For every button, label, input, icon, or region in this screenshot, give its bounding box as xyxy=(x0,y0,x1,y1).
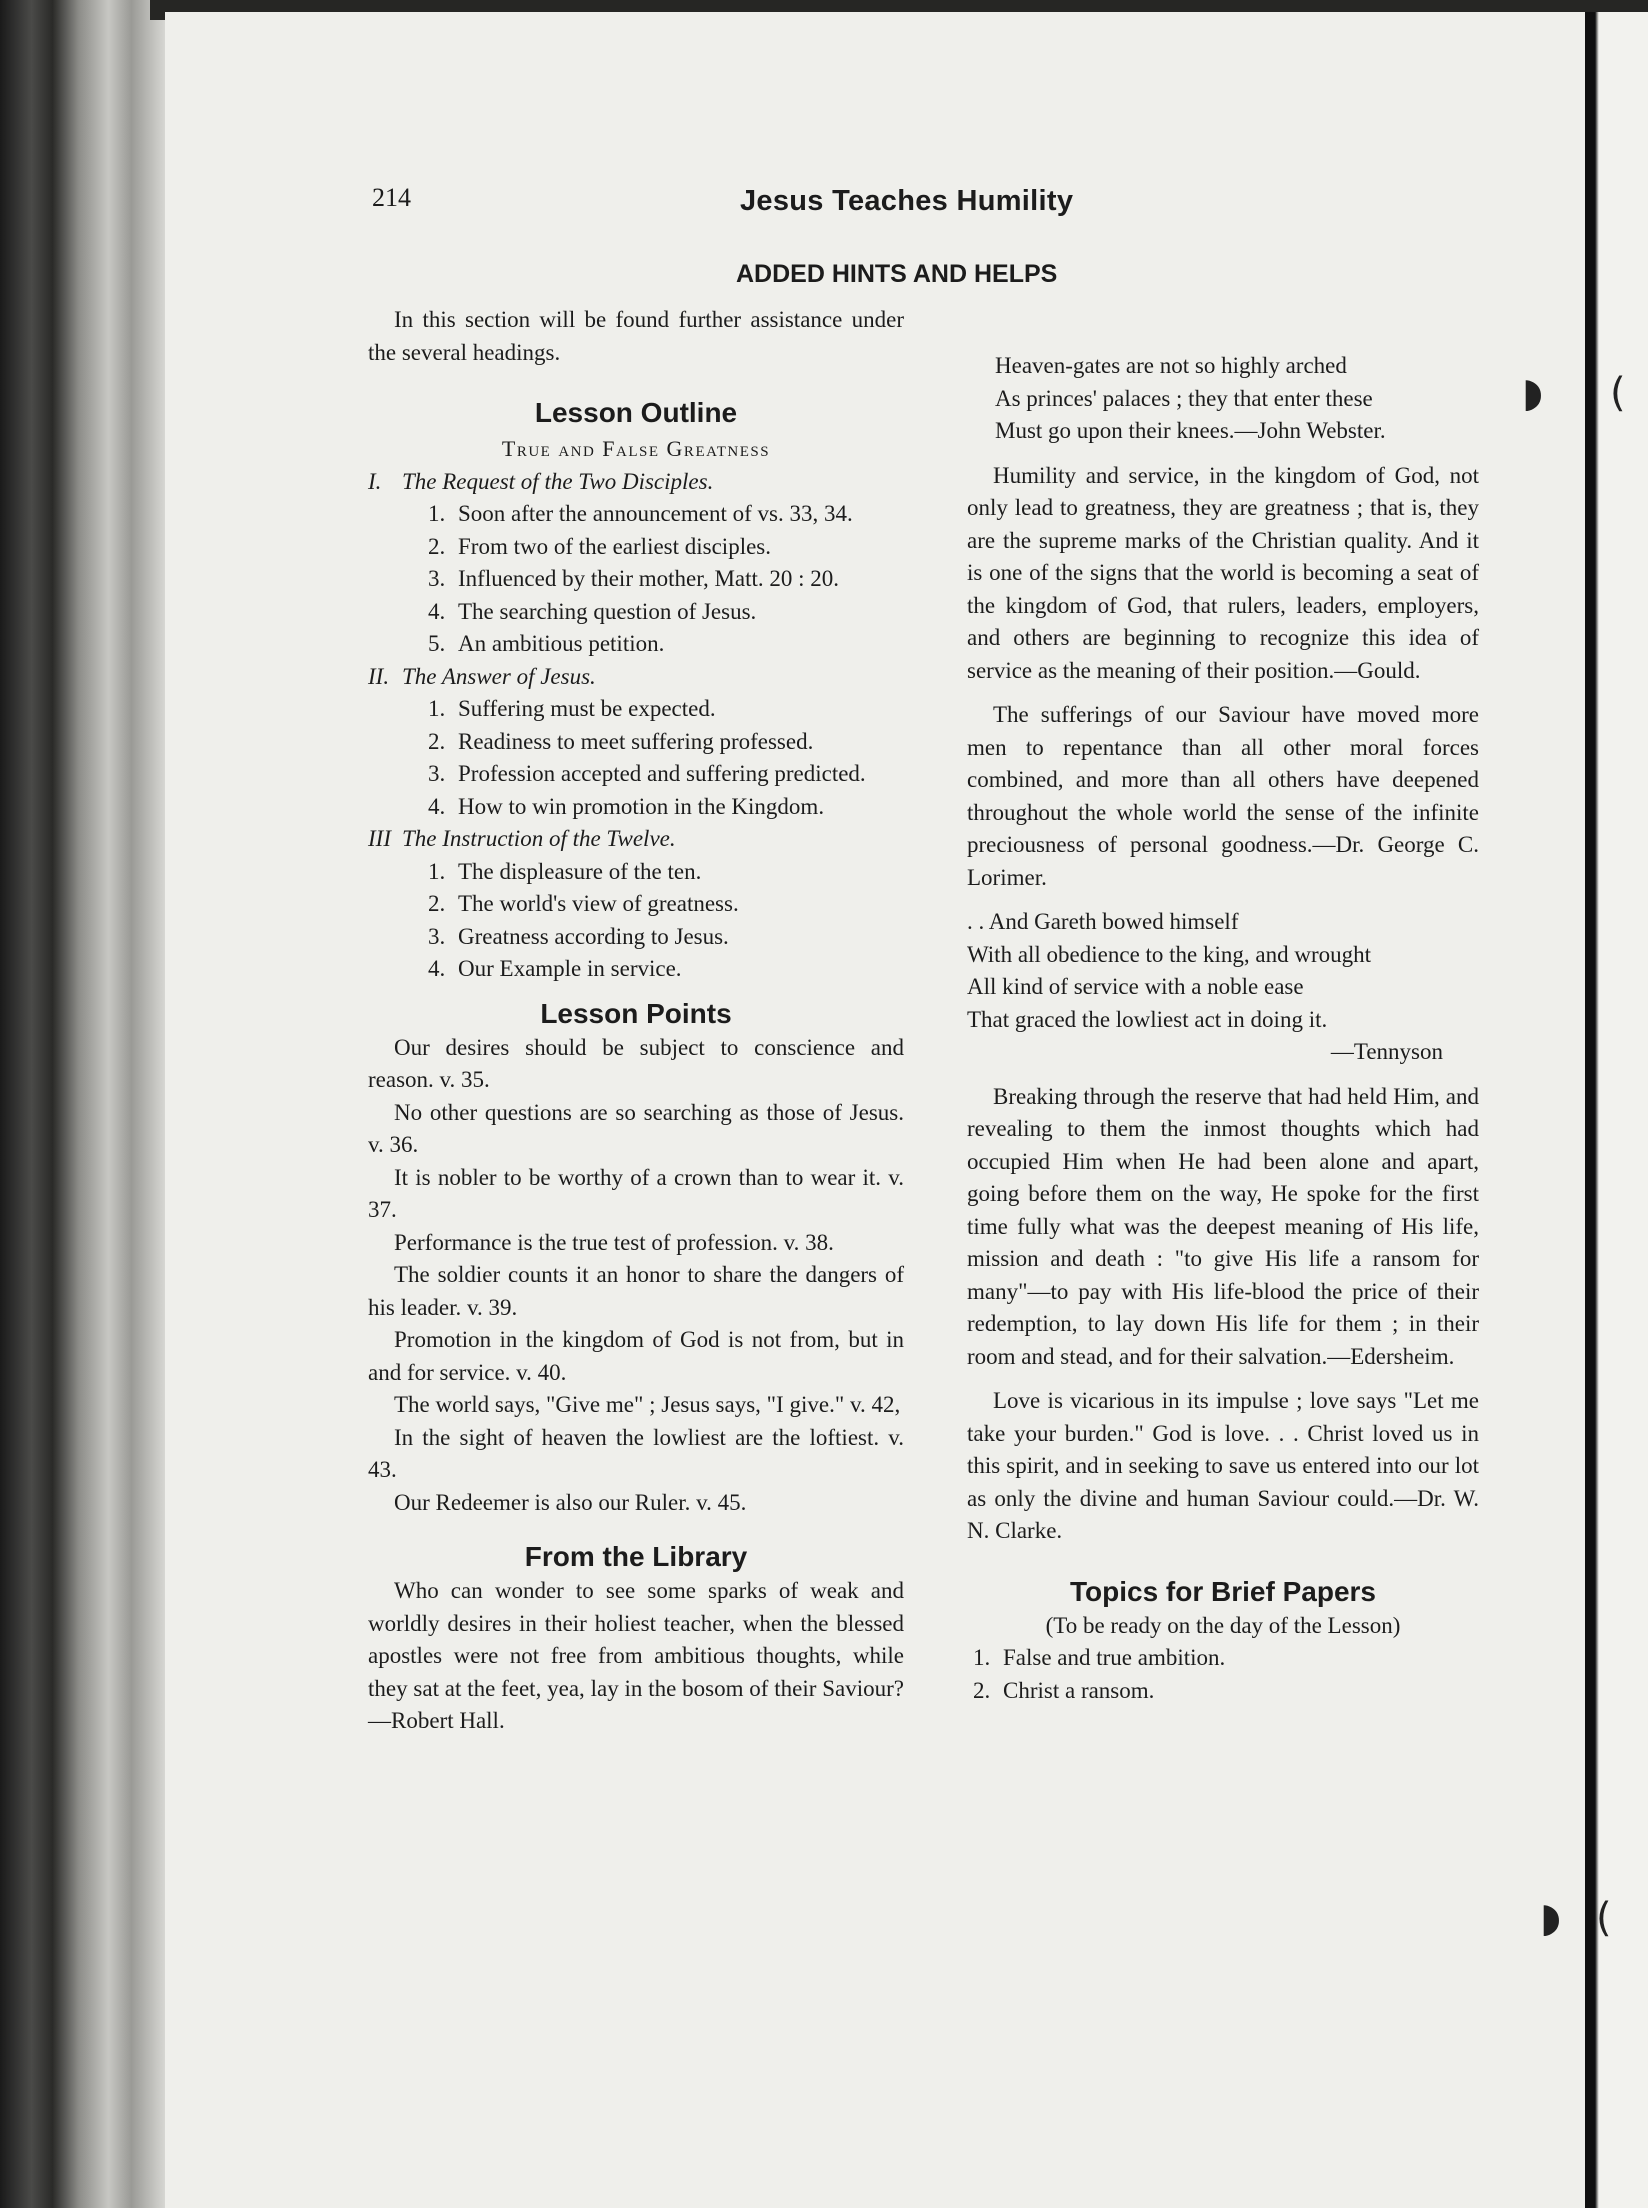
list-item: 2. Readiness to meet suffering professed. xyxy=(428,728,814,754)
list-item: 3. Greatness according to Jesus. xyxy=(428,923,729,949)
from-the-library-heading: From the Library xyxy=(524,1541,748,1572)
running-head: Jesus Teaches Humility xyxy=(740,185,1074,217)
left-column xyxy=(368,304,904,1738)
verse-line: That graced the lowliest act in doing it. xyxy=(967,1006,1328,1032)
outline-section-heading: III The Instruction of the Twelve. xyxy=(368,826,676,851)
topics-heading: Topics for Brief Papers xyxy=(1069,1575,1376,1607)
verse-line: Must go upon their knees.—John Webster. xyxy=(995,418,1386,443)
lesson-point: Our Redeemer is also our Ruler. v. 45. xyxy=(394,1489,747,1515)
outline-subheading: True and False Greatness xyxy=(501,436,771,461)
quote-webster xyxy=(967,350,1479,448)
lesson-point: In the sight of heaven the lowliest are the loftiest. v. 43. xyxy=(368,1424,904,1482)
outline-section-heading: I. The Request of the Two Disciples. xyxy=(368,468,714,494)
quote-tennyson xyxy=(967,906,1479,1069)
verse-line: As princes' palaces ; they that enter these xyxy=(995,385,1373,411)
list-item: 2. Christ a ransom. xyxy=(973,1677,1155,1703)
lesson-point: No other questions are so searching as those of Jesus. v. 36. xyxy=(368,1099,904,1157)
list-item: 1. False and true ambition. xyxy=(973,1645,1226,1670)
list-item: 4. How to win promotion in the Kingdom. xyxy=(428,793,825,819)
verse-line: With all obedience to the king, and wrought xyxy=(967,941,1372,967)
book-binding-edge xyxy=(0,0,175,2208)
list-item: 1. The displeasure of the ten. xyxy=(428,858,702,884)
intro-paragraph: In this section will be found further assistance under the several headings. xyxy=(368,307,904,365)
lesson-points-heading: Lesson Points xyxy=(540,997,732,1029)
right-column xyxy=(967,338,1479,1707)
lesson-point: The soldier counts it an honor to share the dangers of his leader. v. 39. xyxy=(368,1262,904,1320)
outline-list xyxy=(368,498,904,661)
lesson-point: Performance is the true test of profession. v. 38. xyxy=(394,1229,834,1255)
outline-list xyxy=(368,856,904,986)
binding-ring-icon: ( xyxy=(1610,370,1626,416)
topics-note: (To be ready on the day of the Lesson) xyxy=(1045,1612,1401,1638)
verse-line: Heaven-gates are not so highly arched xyxy=(995,353,1347,378)
library-quote-lorimer: The sufferings of our Saviour have moved more men to repentance than all other moral forces combined, and more than all others have deepened throughout the whole world the sense of the infinite preciousness of personal goodness.—Dr. George C. Lorimer. xyxy=(967,702,1479,890)
list-item: 3. Influenced by their mother, Matt. 20 : 20. xyxy=(428,566,840,591)
list-item: 5. An ambitious petition. xyxy=(428,631,665,656)
page-number: 214 xyxy=(372,183,411,212)
list-item: 1. Suffering must be expected. xyxy=(428,696,716,721)
verse-line: All kind of service with a noble ease xyxy=(967,974,1304,999)
binding-ring-icon: ◗ xyxy=(1522,370,1544,416)
library-quote-hall: Who can wonder to see some sparks of weak and worldly desires in their holiest teacher, when the blessed apostles were not free from ambitious thoughts, while they sat at the feet, yea, lay in the bosom of their Saviour?—Robert Hall. xyxy=(368,1578,904,1733)
section-title: ADDED HINTS AND HELPS xyxy=(736,260,1058,288)
lesson-outline-heading: Lesson Outline xyxy=(534,397,738,428)
list-item: 2. The world's view of greatness. xyxy=(428,891,739,916)
lesson-point: It is nobler to be worthy of a crown than to wear it. v. 37. xyxy=(368,1164,904,1222)
library-quote-clarke: Love is vicarious in its impulse ; love says "Let me take your burden." God is love. . . Christ loved us in this spirit, and in seeking to save us entered into our lot as only the divine and human Saviour could.—Dr. W. N. Clarke. xyxy=(967,1388,1479,1543)
list-item: 2. From two of the earliest disciples. xyxy=(428,533,771,559)
library-quote-gould: Humility and service, in the kingdom of God, not only lead to greatness, they are greatness ; that is, they are the supreme marks of the Christian quality. And it is one of the signs that the world is becoming a seat of the kingdom of God, that rulers, leaders, employers, and others are beginning to recognize this idea of service as the meaning of their position.—Gould. xyxy=(967,462,1479,683)
library-quote-edersheim: Breaking through the reserve that had held Him, and revealing to them the inmost thoughts which had occupied Him when He had been alone and apart, going before them on the way, He spoke for the first time fully what was the deepest meaning of His life, mission and death : "to give His life a ransom for many"—to pay with His life-blood the price of their redemption, to lay down His life for them ; in their room and stead, and for their salvation.—Edersheim. xyxy=(967,1083,1479,1369)
list-item: 1. Soon after the announcement of vs. 33, 34. xyxy=(428,501,853,526)
list-item: 3. Profession accepted and suffering predicted. xyxy=(428,761,866,786)
topics-list xyxy=(967,1642,1479,1707)
list-item: 4. The searching question of Jesus. xyxy=(428,598,757,624)
lesson-point: Our desires should be subject to conscience and reason. v. 35. xyxy=(368,1034,904,1092)
facing-page-edge xyxy=(1585,12,1648,2208)
verse-line: . . And Gareth bowed himself xyxy=(967,909,1239,934)
list-item: 4. Our Example in service. xyxy=(428,956,682,981)
binding-ring-icon: ◗ xyxy=(1540,1895,1562,1941)
quote-attribution: —Tennyson xyxy=(1330,1039,1443,1064)
lesson-point: The world says, "Give me" ; Jesus says, "I give." v. 42, xyxy=(394,1392,901,1417)
outline-section-heading: II. The Answer of Jesus. xyxy=(368,663,596,689)
binding-ring-icon: ( xyxy=(1596,1895,1612,1941)
lesson-point: Promotion in the kingdom of God is not from, but in and for service. v. 40. xyxy=(368,1327,904,1385)
outline-list xyxy=(368,693,904,823)
